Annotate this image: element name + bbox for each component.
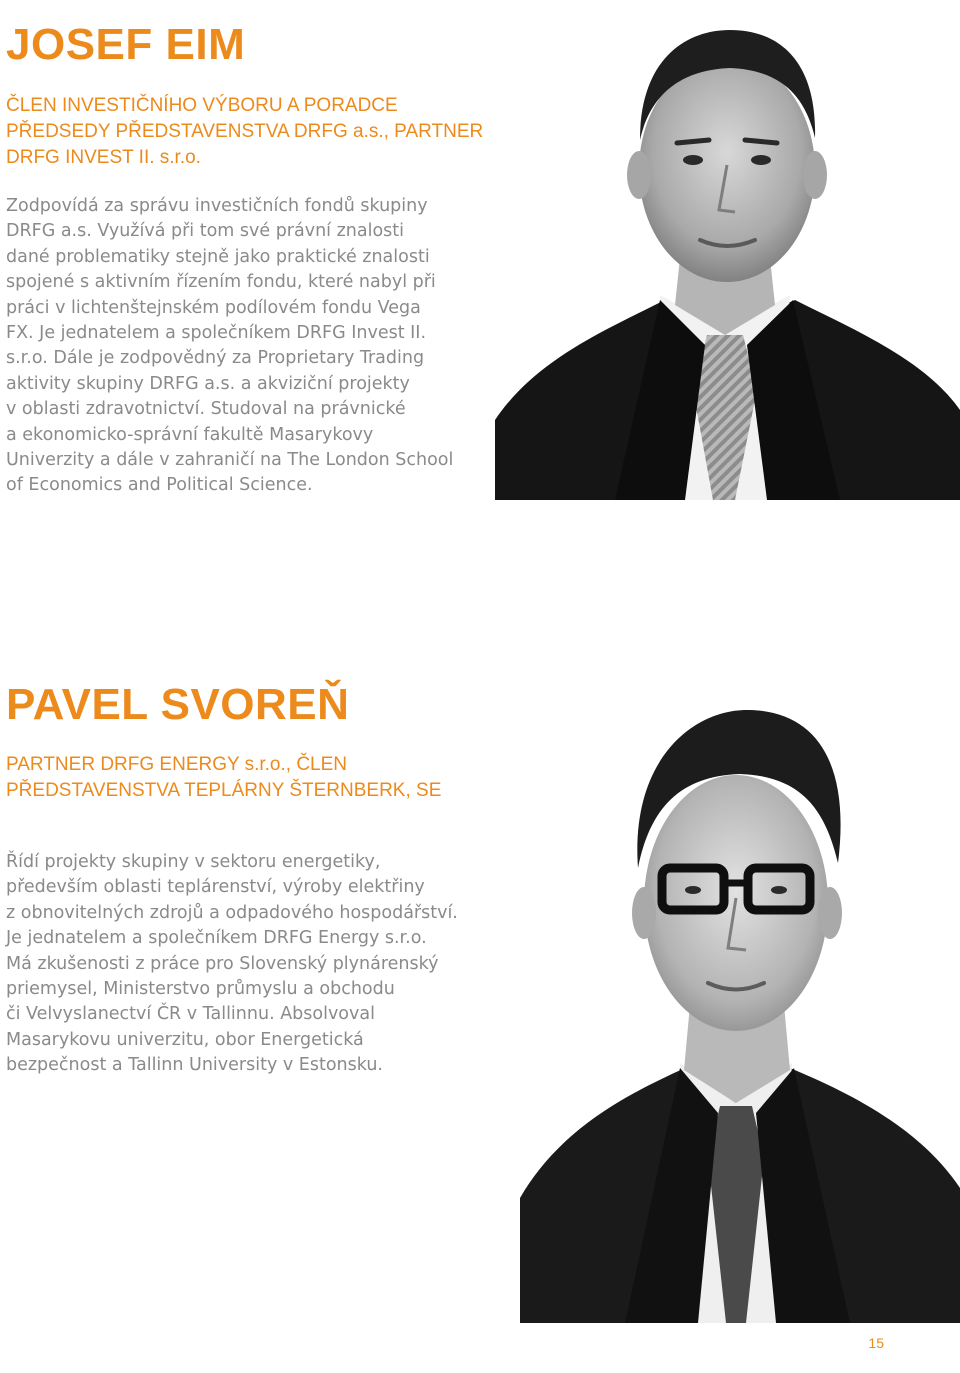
profile-josef-eim — [0, 0, 960, 660]
bio-line: FX. Je jednatelem a společníkem DRFG Invest II. — [6, 323, 427, 344]
person-role — [6, 752, 441, 804]
role-line: ČLEN INVESTIČNÍHO VÝBORU A PORADCE — [6, 95, 398, 116]
bio-line: v oblasti zdravotnictví. Studoval na právnické — [6, 399, 406, 420]
role-line: PŘEDSTAVENSTVA TEPLÁRNY ŠTERNBERK, SE — [6, 780, 442, 801]
portrait-photo — [495, 0, 960, 500]
bio-line: s.r.o. Dále je zodpovědný za Proprietary Trading — [6, 348, 425, 369]
bio-line: z obnovitelných zdrojů a odpadového hospodářství. — [6, 902, 458, 923]
bio-line: Má zkušenosti z práce pro Slovenský plynárenský — [6, 953, 439, 974]
bio-line: Řídí projekty skupiny v sektoru energetiky, — [6, 852, 381, 872]
bio-line: Je jednatelem a společníkem DRFG Energy s.r.o. — [6, 928, 427, 949]
bio-line: priemysel, Ministerstvo průmyslu a obchodu — [6, 979, 395, 1000]
bio-line: Univerzity a dále v zahraničí na The London School — [6, 450, 454, 471]
person-name: JOSEF EIM — [6, 20, 246, 69]
bio-line: Zodpovídá za správu investičních fondů skupiny — [6, 196, 428, 216]
portrait-photo — [520, 698, 960, 1323]
bio-line: bezpečnost a Tallinn University v Estonsku. — [6, 1055, 383, 1076]
profile-pavel-svoren — [0, 660, 960, 1373]
person-role — [6, 93, 483, 171]
bio-line: of Economics and Political Science. — [6, 475, 313, 496]
person-bio — [6, 850, 458, 1079]
role-line: PARTNER DRFG ENERGY s.r.o., ČLEN — [6, 754, 348, 775]
bio-line: práci v lichtenštejnském podílovém fondu Vega — [6, 297, 421, 318]
role-line: DRFG INVEST II. s.r.o. — [6, 147, 201, 168]
bio-line: dané problematiky stejně jako praktické znalosti — [6, 246, 430, 267]
page-number: 15 — [868, 1335, 884, 1351]
role-line: PŘEDSEDY PŘEDSTAVENSTVA DRFG a.s., PARTNER — [6, 121, 484, 142]
bio-line: především oblasti teplárenství, výroby elektřiny — [6, 877, 425, 898]
person-bio — [6, 194, 453, 499]
bio-line: spojené s aktivním řízením fondu, které nabyl při — [6, 272, 436, 293]
bio-line: DRFG a.s. Využívá při tom své právní znalosti — [6, 221, 405, 242]
person-name: PAVEL SVOREŇ — [6, 680, 350, 729]
bio-line: Masarykovu univerzitu, obor Energetická — [6, 1029, 364, 1050]
bio-line: aktivity skupiny DRFG a.s. a akviziční projekty — [6, 373, 410, 394]
bio-line: či Velvyslanectví ČR v Tallinnu. Absolvoval — [6, 1004, 375, 1025]
bio-line: a ekonomicko-správní fakultě Masarykovy — [6, 424, 374, 445]
